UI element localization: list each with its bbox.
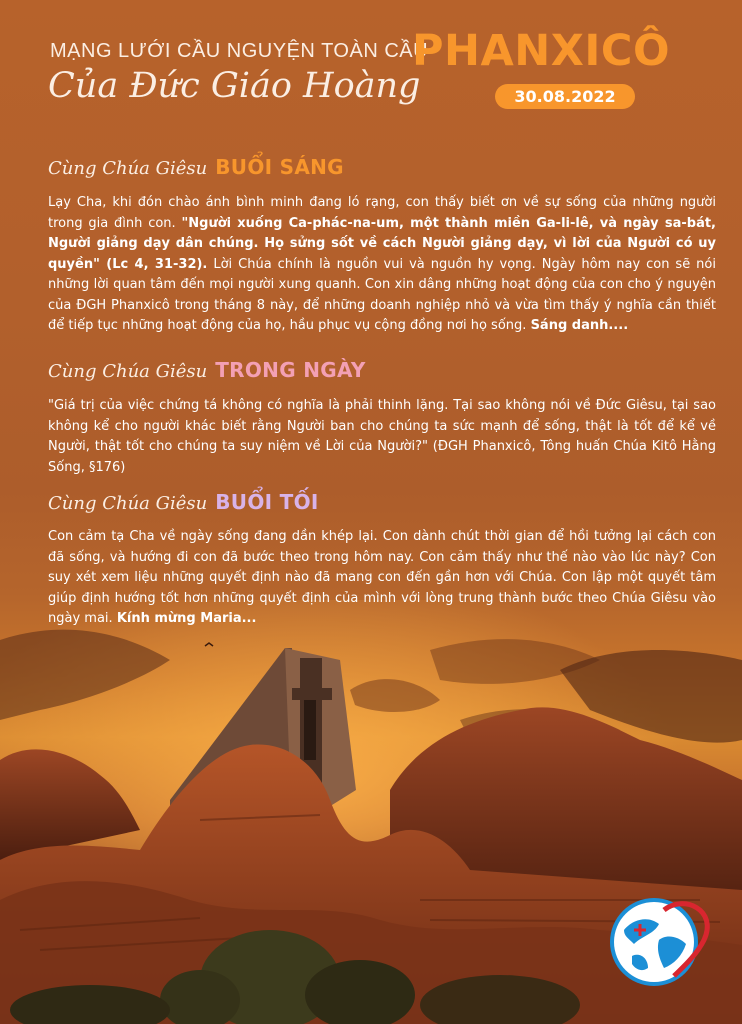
prayer-network-logo-icon — [604, 890, 720, 990]
morning-intro: Lạy Cha, khi đón chào ánh bình minh đang ló rạng, con thấy biết ơn về sự sống của những người trong gia đình con. — [48, 195, 716, 231]
evening-text — [48, 527, 716, 630]
morning-scripture: "Người xuống Ca-phác-na-um, một thành miền Ga-li-lê, và ngày sa-bát, Người giảng dạy dân chúng. Họ sửng sốt về cách Người giảng dạy, vì lời của Người có uy quyền" (Lc 4, 31-32). — [48, 215, 716, 272]
daytime-heading — [48, 358, 366, 382]
morning-script: Cùng Chúa Giêsu — [48, 158, 208, 179]
evening-closing: Kính mừng Maria... — [116, 611, 257, 626]
evening-title: BUỔI TỐI — [215, 490, 319, 514]
evening-script: Cùng Chúa Giêsu — [48, 493, 208, 514]
network-subtitle: Của Đức Giáo Hoàng — [48, 66, 421, 106]
daytime-script: Cùng Chúa Giêsu — [48, 361, 208, 382]
morning-closing: Sáng danh.... — [530, 318, 629, 333]
morning-heading — [48, 155, 344, 179]
evening-body: Con cảm tạ Cha về ngày sống đang dần khép lại. Con dành chút thời gian để hồi tưởng lại cách con đã sống, và hướng đi con đã bước theo trong hôm nay. Con cảm thấy như thế nào vào lúc này? Con suy xét xem liệu những quyết định nào đã mang con đến gần hơn với Chúa. Con lập một quyết tâm giúp định hướng tốt hơn những quyết định của mình với lòng trung thành bước theo Chúa Giêsu vào ngày mai. — [48, 529, 716, 626]
network-title: MẠNG LƯỚI CẦU NGUYỆN TOÀN CẦU — [50, 40, 429, 62]
daytime-text: "Giá trị của việc chứng tá không có nghĩa là phải thinh lặng. Tại sao không nói về Đức Giêsu, tại sao không kể cho người khác biết rằng Người ban cho chúng ta sức mạnh để sống, thật là tốt để kể về Người, thật tốt cho chúng ta suy niệm về Lời của Người?" (ĐGH Phanxicô, Tông huấn Chúa Kitô Hằng Sống, §176) — [48, 398, 716, 475]
morning-text — [48, 193, 716, 337]
morning-rest: Lời Chúa chính là nguồn vui và nguồn hy vọng. Ngày hôm nay con sẽ nói những lời quan tâm đến mọi người xung quanh. Con xin dâng những hoạt động của con cho ý nguyện của ĐGH Phanxicô trong tháng 8 này, để những doanh nghiệp nhỏ và vừa tìm thấy ý nghĩa cần thiết để tiếp tục những hoạt động của họ, hầu phục vụ cộng đồng nơi họ sống. — [48, 256, 716, 333]
pope-name: PHANXICÔ — [412, 26, 671, 76]
daytime-title: TRONG NGÀY — [215, 358, 366, 382]
date-badge: 30.08.2022 — [495, 84, 635, 109]
evening-heading — [48, 490, 319, 514]
morning-title: BUỔI SÁNG — [215, 155, 344, 179]
